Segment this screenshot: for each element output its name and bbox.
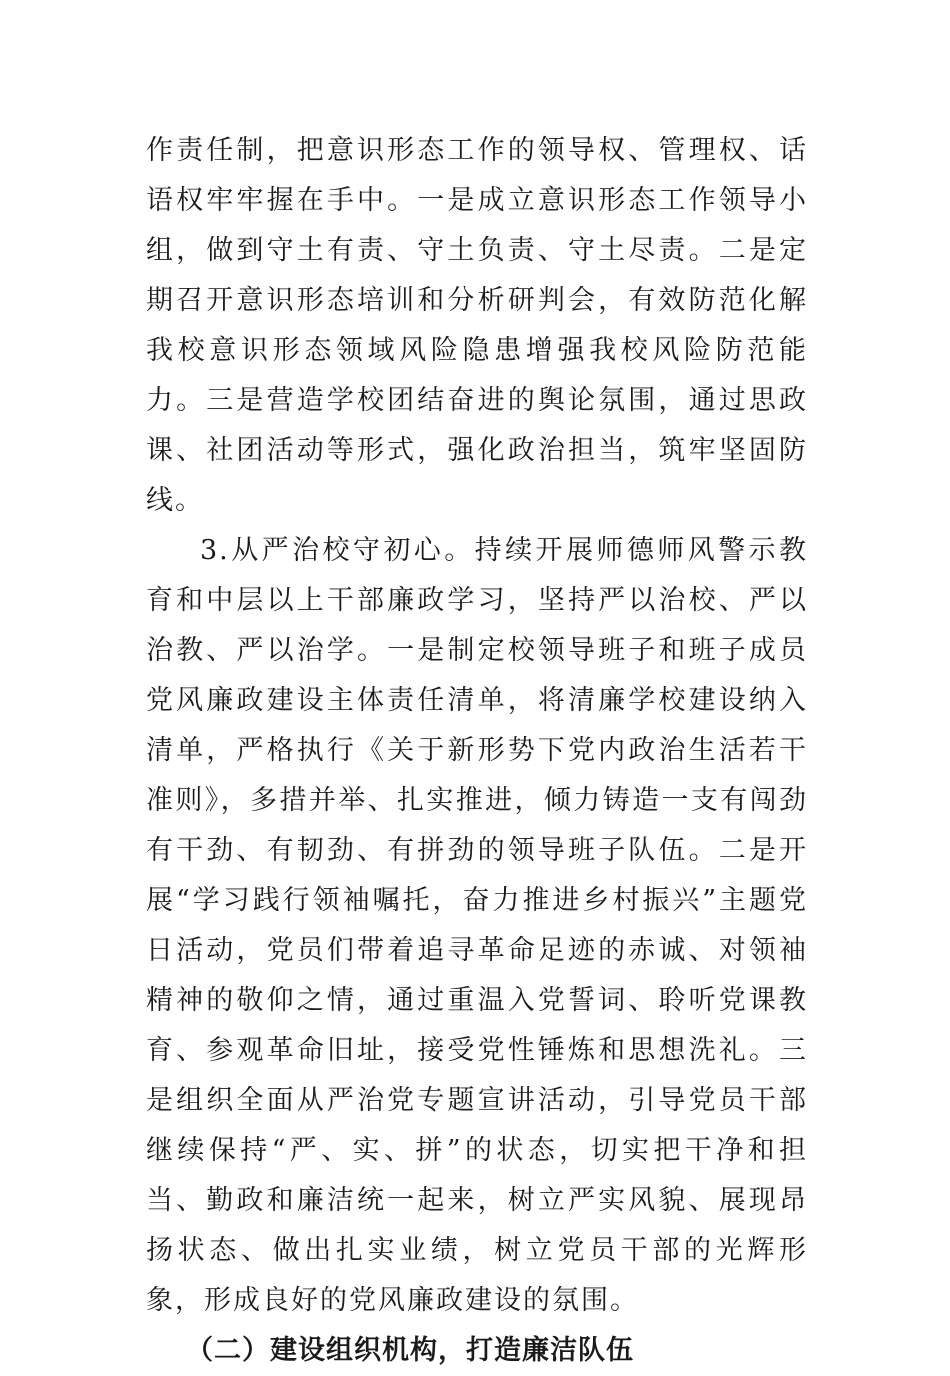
paragraph-strict-school-governance: 3.从严治校守初心。持续开展师德师风警示教育和中层以上干部廉政学习，坚持严以治校、严以治教、严以治学。一是制定校领导班子和班子成员党风廉政建设主体责任清单，将清廉学校建设纳入清单，严格执行《关于新形势下党内政治生活若干准则》，多措并举、扎实推进，倾力铸造一支有闯劲有干劲、有韧劲、有拼劲的领导班子队伍。二是开展“学习践行领袖嘱托，奋力推进乡村振兴”主题党日活动，党员们带着追寻革命足迹的赤诚、对领袖精神的敬仰之情，通过重温入党誓词、聆听党课教育、参观革命旧址，接受党性锤炼和思想洗礼。三是组织全面从严治党专题宣讲活动，引导党员干部继续保持“严、实、拼”的状态，切实把干净和担当、勤政和廉洁统一起来，树立严实风貌、展现昂扬状态、做出扎实业绩，树立党员干部的光辉形象，形成良好的党风廉政建设的氛围。: [146, 535, 808, 1316]
document-body: [146, 126, 808, 1376]
paragraph-ideology-responsibility: 作责任制，把意识形态工作的领导权、管理权、话语权牢牢握在手中。一是成立意识形态工作领导小组，做到守土有责、守土负责、守土尽责。二是定期召开意识形态培训和分析研判会，有效防范化解我校意识形态领域风险隐患增强我校风险防范能力。三是营造学校团结奋进的舆论氛围，通过思政课、社团活动等形式，强化政治担当，筑牢坚固防线。: [146, 135, 808, 516]
section-heading: （二）建设组织机构，打造廉洁队伍: [186, 1335, 634, 1366]
